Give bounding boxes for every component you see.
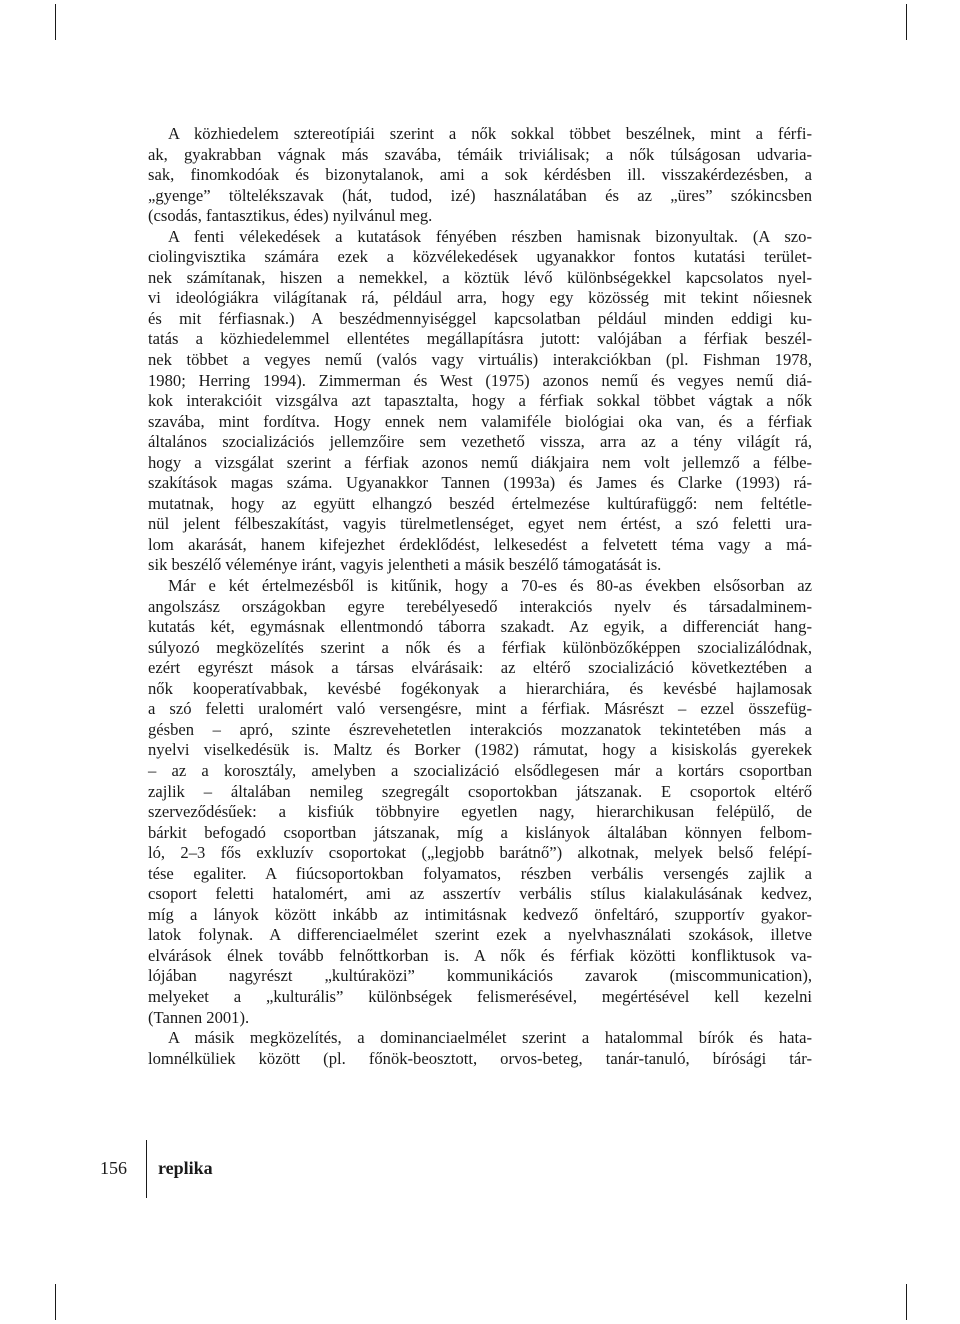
text-line: Már e két értelmezésből is kitűnik, hogy a 70-es és 80-as években elsősorban az bbox=[168, 576, 812, 596]
body-text bbox=[148, 124, 812, 1069]
text-line: tése egaliter. A fiúcsoportokban folyamatos, részben verbális versengés zajlik a bbox=[148, 863, 812, 883]
text-line: és mit férfiasnak.) A beszédmennyiséggel kapcsolatban például minden eddigi ku- bbox=[148, 308, 812, 328]
text-line: melyeket a „kulturális” különbségek felismerésével, megértésével kell kezelni bbox=[148, 986, 812, 1006]
text-line: elvárások élnek tovább felnőttkorban is. A nők és férfiak közötti konfliktusok va- bbox=[148, 945, 812, 965]
text-line: angolszász országokban egyre terebélyesedő interakciós nyelv és társadalminem- bbox=[148, 596, 812, 616]
text-line: ló, 2–3 fős exkluzív csoportokat („legjobb barátnő”) alkotnak, melyek belső felépí- bbox=[148, 843, 812, 863]
text-line: a szó feletti uralomért való versengésre, mint a férfiak. Másrészt – ezzel összefüg- bbox=[148, 699, 812, 719]
text-line: általános szocializációs jellemzőire sem vezethető vissza, arra az a tény világít rá, bbox=[148, 432, 812, 452]
page-number: 156 bbox=[100, 1158, 127, 1178]
text-line: latok folynak. A differenciaelmélet szerint ezek a nyelvhasználati szokások, illetve bbox=[148, 925, 812, 945]
text-line: ak, gyakrabban vágnak más szavába, témáik triviálisak; a nők túlságosan udvaria- bbox=[148, 144, 812, 164]
text-line: bárkit befogadó csoportban játszanak, míg a kislányok általában könnyen felbom- bbox=[148, 822, 812, 842]
text-line: gésben – apró, szinte észrevehetetlen interakciós mozzanatok tekintetében más a bbox=[148, 719, 812, 739]
text-line: szavába, mint fordítva. Hogy ennek nem valamiféle biológiai oka van, és a férfiak bbox=[148, 411, 812, 431]
text-line: sik beszélő véleménye iránt, vagyis jelentheti a másik beszélő támogatását is. bbox=[148, 555, 662, 575]
text-line: hogy a vizsgálat szerint a férfiak azonos nemű diákjaira nem volt jellemző a félbe- bbox=[148, 452, 812, 472]
text-line: lójában nagyrészt „kultúraközi” kommunikációs zavarok (miscommunication), bbox=[148, 966, 812, 986]
text-line: „gyenge” töltelékszavak (hát, tudod, izé) használatában és az „üres” szókincsben bbox=[148, 185, 812, 205]
text-line: szakítások magas száma. Ugyanakkor Tannen (1993a) és James és Clarke (1993) rá- bbox=[148, 473, 812, 493]
text-line: sak, finomkodóak és bizonytalanok, ami a sok kérdésben ill. visszakérdezésben, a bbox=[148, 165, 812, 185]
text-line: nők kooperatívabbak, kevésbé fogékonyak a hierarchiára, és kevésbé hajlamosak bbox=[148, 678, 812, 698]
text-line: lomnélküliek között (pl. főnök-beosztott, orvos-beteg, tanár-tanuló, bírósági tár- bbox=[148, 1048, 812, 1068]
footer-divider bbox=[146, 1140, 147, 1198]
text-line: csoport feletti hatalomért, ami az asszertív verbális stílus kialakulásának kedvez, bbox=[148, 884, 812, 904]
text-line: szerveződésűek: a kisfiúk többnyire egyetlen nagy, hierarchikusan felépülő, de bbox=[148, 802, 812, 822]
crop-mark-top-left bbox=[55, 4, 56, 40]
text-line: súlyozó megközelítés szerint a nők és a férfiak különbözőképpen szocializálódnak, bbox=[148, 637, 812, 657]
text-line: mutatnak, hogy az együtt elhangzó beszéd értelmezése kultúrafüggő: nem feltétle- bbox=[148, 493, 812, 513]
text-line: nül jelent félbeszakítást, vagyis türelmetlenséget, egyet nem értést, a szó feletti ura- bbox=[148, 514, 812, 534]
crop-mark-bottom-right bbox=[906, 1284, 907, 1320]
crop-mark-bottom-left bbox=[55, 1284, 56, 1320]
text-line: (csodás, fantasztikus, édes) nyilvánul meg. bbox=[148, 206, 433, 226]
text-line: míg a lányok között inkább az intimitásnak kedvező önfeltáró, szupportív gyakor- bbox=[148, 904, 812, 924]
text-line: nyelvi viselkedésük is. Maltz és Borker (1982) rámutat, hogy a kisiskolás gyerekek bbox=[148, 740, 812, 760]
text-line: nek többet a vegyes nemű (valós vagy virtuális) interakciókban (pl. Fishman 1978, bbox=[148, 350, 812, 370]
text-line: vi ideológiákra világítanak rá, például arra, hogy egy közösség mit tekint nőiesnek bbox=[148, 288, 812, 308]
text-line: A közhiedelem sztereotípiái szerint a nők sokkal többet beszélnek, mint a férfi- bbox=[168, 124, 812, 143]
text-line: (Tannen 2001). bbox=[148, 1007, 250, 1027]
text-line: nek számítanak, hiszen a nemekkel, a köztük lévő különbségekkel kapcsolatos nyel- bbox=[148, 267, 812, 287]
text-line: ciolingvisztika számára ezek a közvélekedések ugyanakkor fontos kutatási terület- bbox=[148, 247, 812, 267]
text-line: A fenti vélekedések a kutatások fényében részben hamisnak bizonyultak. (A szo- bbox=[168, 226, 812, 246]
text-line: ezért egyrészt mások a társas elvárásaik: az eltérő szocializáció következtében a bbox=[148, 658, 812, 678]
text-line: A másik megközelítés, a dominanciaelmélet szerint a hatalommal bírók és hata- bbox=[168, 1028, 812, 1048]
text-line: kok interakcióit vizsgálva azt tapasztalta, hogy a férfiak sokkal többet vágtak a nők bbox=[148, 391, 812, 411]
text-line: 1980; Herring 1994). Zimmerman és West (1975) azonos nemű és vegyes nemű diá- bbox=[148, 370, 812, 390]
text-line: tatás a közhiedelemmel ellentétes megállapításra jutott: valójában a férfiak beszél- bbox=[148, 329, 812, 349]
crop-mark-top-right bbox=[906, 4, 907, 40]
text-line: kutatás két, egymásnak ellentmondó táborra szakadt. Az egyik, a differenciát hang- bbox=[148, 617, 812, 637]
text-line: – az a korosztály, amelyben a szocializáció elsődlegesen már a kortárs csoportban bbox=[148, 760, 812, 780]
text-line: zajlik – általában nemileg szegregált csoportokban játszanak. E csoportok eltérő bbox=[148, 781, 812, 801]
text-line: lom akarását, hanem kifejezhet érdeklődést, lelkesedést a felvetett téma vagy a má- bbox=[148, 534, 812, 554]
journal-name: replika bbox=[158, 1158, 213, 1178]
